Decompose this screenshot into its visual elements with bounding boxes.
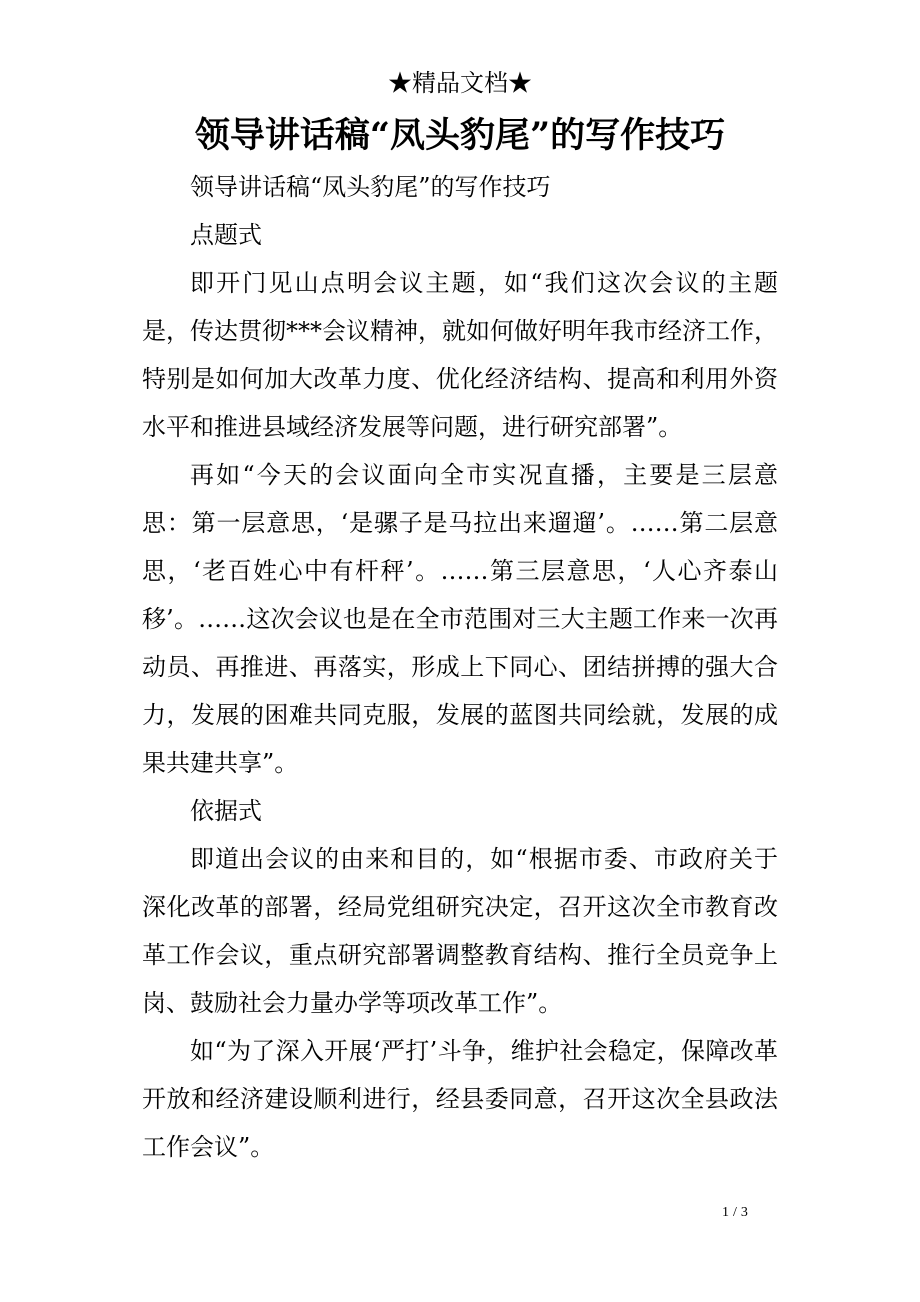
- paragraph: 再如“今天的会议面向全市实况直播，主要是三层意思：第一层意思，‘是骡子是马拉出来遛遛’。……第二层意思，‘老百姓心中有杆秤’。……第三层意思，‘人心齐泰山移’。……这次会议也是在全市范围对三大主题工作来一次再动员、再推进、再落实，形成上下同心、团结拼搏的强大合力，发展的困难共同克服，发展的蓝图共同绘就，发展的成果共建共享”。: [142, 461, 778, 777]
- document-title: 领导讲话稿“凤头豹尾”的写作技巧: [194, 115, 726, 156]
- page-current: 1: [722, 1205, 729, 1220]
- section-heading-yiju: 依据式: [190, 797, 262, 825]
- paragraph: 如“为了深入开展‘严打’斗争，维护社会稳定，保障改革开放和经济建设顺利进行，经县委同意，召开这次全县政法工作会议”。: [142, 1037, 778, 1161]
- document-body: [142, 163, 778, 1171]
- page-separator: /: [733, 1205, 737, 1220]
- paragraph: 即道出会议的由来和目的，如“根据市委、市政府关于深化改革的部署，经局党组研究决定，召开这次全市教育改革工作会议，重点研究部署调整教育结构、推行全员竞争上岗、鼓励社会力量办学等项改革工作”。: [142, 845, 778, 1017]
- paragraph-subtitle: 领导讲话稿“凤头豹尾”的写作技巧: [190, 173, 551, 201]
- section-heading-dianti: 点题式: [190, 221, 262, 249]
- page-number: [722, 1203, 748, 1223]
- document-header-banner: ★精品文档★: [388, 69, 532, 97]
- page-total: 3: [740, 1205, 748, 1220]
- paragraph: 即开门见山点明会议主题，如“我们这次会议的主题是，传达贯彻***会议精神，就如何做好明年我市经济工作，特别是如何加大改革力度、优化经济结构、提高和利用外资水平和推进县域经济发展等问题，进行研究部署”。: [142, 269, 778, 441]
